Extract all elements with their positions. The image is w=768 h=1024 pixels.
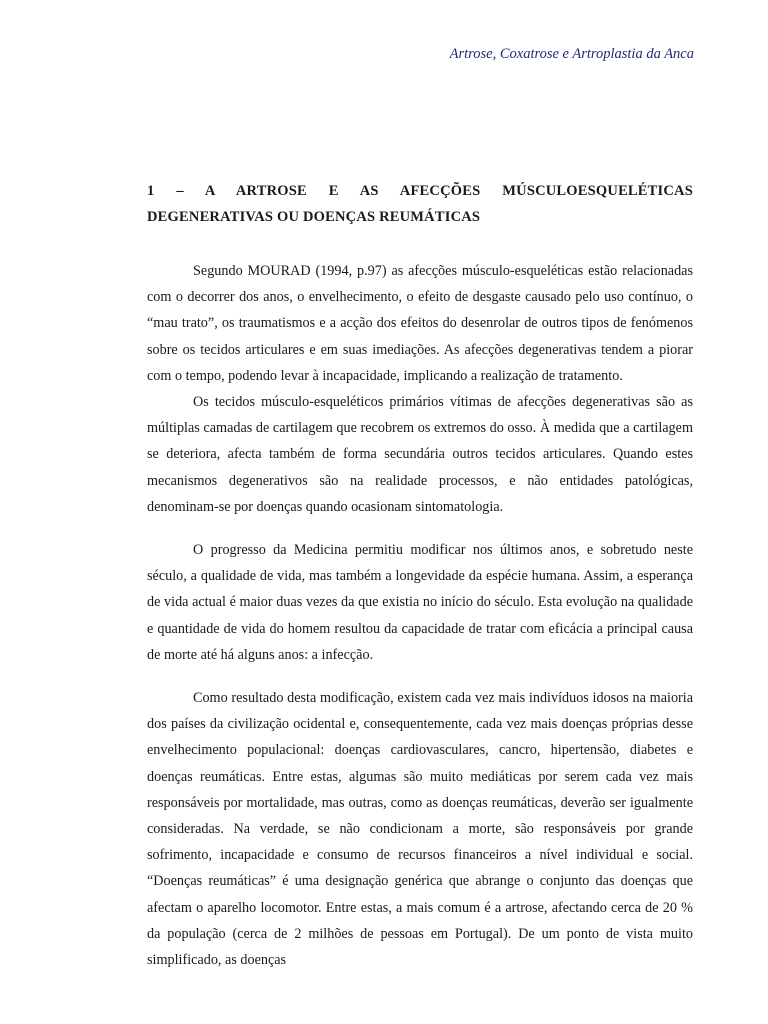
body-text	[147, 258, 693, 973]
paragraph-1: Segundo MOURAD (1994, p.97) as afecções músculo-esqueléticas estão relacionadas com o decorrer dos anos, o envelhecimento, o efeito de desgaste causado pelo uso contínuo, o “mau trato”, os traumatismos e a acção dos efeitos do desenrolar de outros tipos de fenómenos sobre os tecidos articulares e em suas imediações. As afecções degenerativas tendem a piorar com o tempo, podendo levar à incapacidade, implicando a realização de tratamento.	[147, 263, 693, 384]
paragraph-4: Como resultado desta modificação, existem cada vez mais indivíduos idosos na maioria dos países da civilização ocidental e, consequentemente, cada vez mais doenças próprias desse envelhecimento populacional: doenças cardiovasculares, cancro, hipertensão, diabetes e doenças reumáticas. Entre estas, algumas são muito mediáticas por serem cada vez mais responsáveis por mortalidade, mas outras, como as doenças reumáticas, deverão ser igualmente consideradas. Na verdade, se não condicionam a morte, são responsáveis por grande sofrimento, incapacidade e consumo de recursos financeiros a nível individual e social. “Doenças reumáticas” é uma designação genérica que abrange o conjunto das doenças que afectam o aparelho locomotor. Entre estas, a mais comum é a artrose, afectando cerca de 20 % da população (cerca de 2 milhões de pessoas em Portugal). De um ponto de vista muito simplificado, as doenças	[147, 690, 693, 969]
paragraph-2: Os tecidos músculo-esqueléticos primários vítimas de afecções degenerativas são as múltiplas camadas de cartilagem que recobrem os extremos do osso. À medida que a cartilagem se deteriora, afecta também de forma secundária outros tecidos articulares. Quando estes mecanismos degenerativos são na realidade processos, e não entidades patológicas, denominam-se por doenças quando ocasionam sintomatologia.	[147, 394, 693, 515]
running-header: Artrose, Coxatrose e Artroplastia da Anca	[449, 46, 694, 62]
chapter-title: 1 – A ARTROSE E AS AFECÇÕES MÚSCULOESQUELÉTICAS DEGENERATIVAS OU DOENÇAS REUMÁTICAS	[147, 183, 693, 225]
paragraph-3: O progresso da Medicina permitiu modificar nos últimos anos, e sobretudo neste século, a qualidade de vida, mas também a longevidade da espécie humana. Assim, a esperança de vida actual é maior duas vezes da que existia no início do século. Esta evolução na qualidade e quantidade de vida do homem resultou da capacidade de tratar com eficácia a principal causa de morte até há alguns anos: a infecção.	[147, 542, 693, 663]
